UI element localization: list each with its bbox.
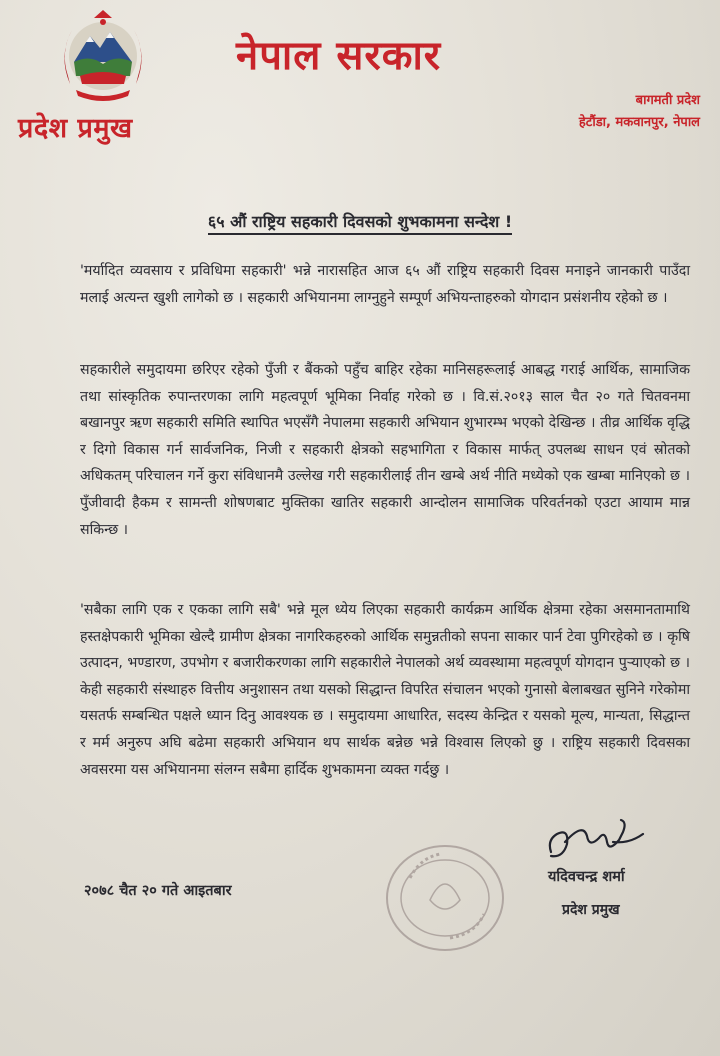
letter-date: २०७८ चैत २० गते आइतबार <box>84 883 232 899</box>
nepal-emblem-icon <box>50 6 156 106</box>
office-address: हेटौंडा, मकवानपुर, नेपाल <box>578 115 700 130</box>
signer-name: यदिवचन्द्र शर्मा <box>548 869 625 885</box>
letter-heading <box>0 210 720 232</box>
signature-icon <box>543 812 653 867</box>
body-paragraph-2: सहकारीले समुदायमा छरिएर रहेको पुँजी र बैंकको पहुँच बाहिर रहेका मानिसहरूलाई आबद्ध गराई आर्थिक, सामाजिक तथा सांस्कृतिक रुपान्तरणका लागि महत्वपूर्ण भूमिका निर्वाह गरेको छ । वि.सं.२०१३ साल चैत २० गते चितवनमा बखानपुर ऋण सहकारी समिति स्थापित भएसँगै नेपालमा सहकारी अभियान शुभारम्भ भएको देखिन्छ । तीव्र आर्थिक वृद्धि र दिगो विकास गर्न सार्वजनिक, निजी र सहकारी क्षेत्रको सहभागिता र विकास मार्फत् उपलब्ध साधन एवं स्रोतको अधिकतम् परिचालन गर्ने कुरा संविधानमै उल्लेख गरी सहकारीलाई तीन खम्बे अर्थ नीति मध्येको एक खम्बा मानिएको छ । पुँजीवादी हैकम र सामन्ती शोषणबाट मुक्तिका खातिर सहकारी आन्दोलन सामाजिक परिवर्तनको एउटा आयाम मान्न सकिन्छ । <box>80 362 690 538</box>
official-stamp-icon <box>380 838 510 956</box>
signer-title: प्रदेश प्रमुख <box>562 902 620 918</box>
province-name: बागमती प्रदेश <box>635 93 700 108</box>
government-title: नेपाल सरकार <box>236 33 442 79</box>
body-paragraph-3: 'सबैका लागि एक र एकका लागि सबै' भन्ने मूल ध्येय लिएका सहकारी कार्यक्रम आर्थिक क्षेत्रमा रहेका असमानतामाथि हस्तक्षेपकारी भूमिका खेल्दै ग्रामीण क्षेत्रका नागरिकहरुको आर्थिक समुन्नतीको सपना साकार पार्न टेवा पुगिरहेको छ । कृषि उत्पादन, भण्डारण, उपभोग र बजारीकरणका लागि सहकारीले नेपालको अर्थ व्यवस्थामा महत्वपूर्ण योगदान पुऱ्याएको छ । केही सहकारी संस्थाहरु वित्तीय अनुशासन तथा यसको सिद्धान्त विपरित संचालन भएको गुनासो बेलाबखत सुनिने गरेकोमा यसतर्फ सम्बन्धित पक्षले ध्यान दिनु आवश्यक छ । समुदायमा आधारित, सदस्य केन्द्रित र यसको मूल्य, मान्यता, सिद्धान्त र मर्म अनुरुप अघि बढेमा सहकारी अभियान थप सार्थक बन्नेछ भन्ने विश्वास लिएको छु । राष्ट्रिय सहकारी दिवसका अवसरमा यस अभियानमा संलग्न सबैमा हार्दिक शुभकामना व्यक्त गर्दछु । <box>80 602 690 778</box>
body-paragraph-1: 'मर्यादित व्यवसाय र प्रविधिमा सहकारी' भन्ने नारासहित आज ६५ औं राष्ट्रिय सहकारी दिवस मनाइने जानकारी पाउँदा मलाई अत्यन्त खुशी लागेको छ । सहकारी अभियानमा लाग्नुहुने सम्पूर्ण अभियन्ताहरुको योगदान प्रसंशनीय रहेको छ । <box>80 263 690 306</box>
office-name: प्रदेश प्रमुख <box>18 113 133 144</box>
heading-text: ६५ औं राष्ट्रिय सहकारी दिवसको शुभकामना सन्देश ! <box>208 212 512 235</box>
